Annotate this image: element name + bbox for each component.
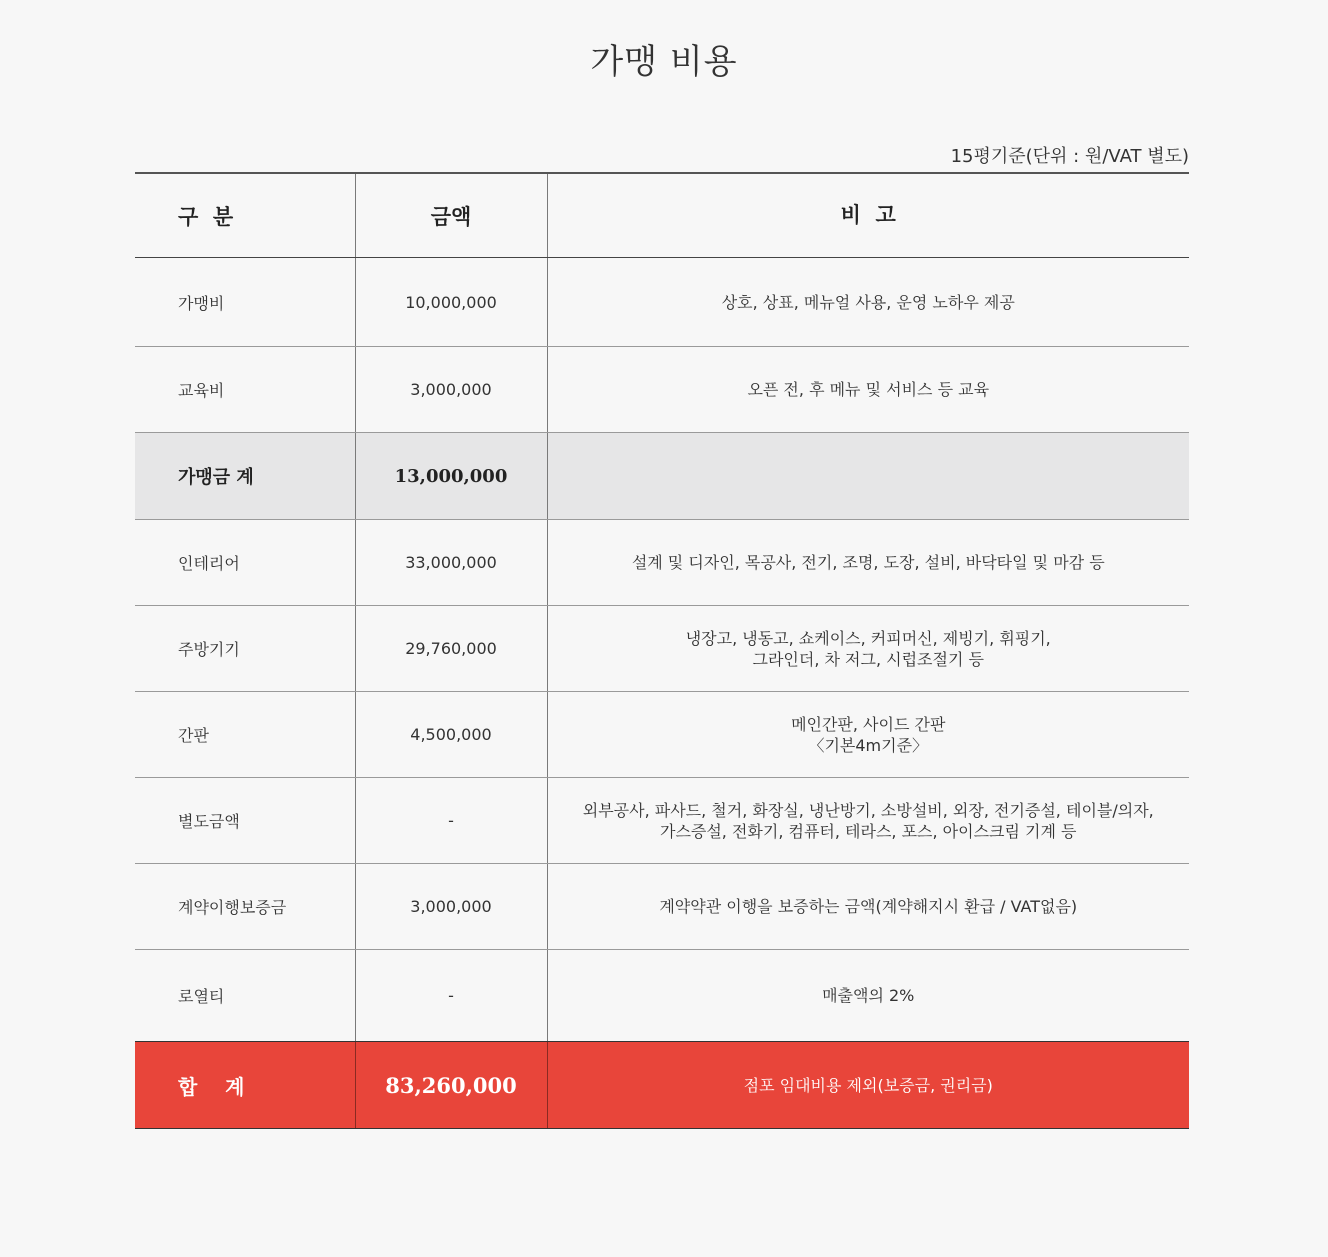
note-line: 〈기본4m기준〉 [808, 735, 929, 755]
table-row [135, 950, 1189, 1042]
note-line: 외부공사, 파사드, 철거, 화장실, 냉난방기, 소방설비, 외장, 전기증설, 테이블/의자, [582, 800, 1154, 820]
table-row [135, 606, 1189, 692]
row-note [547, 864, 1189, 950]
note-line: 냉장고, 냉동고, 쇼케이스, 커피머신, 제빙기, 휘핑기, [685, 628, 1051, 648]
row-category: 주방기기 [135, 606, 355, 692]
row-amount: 33,000,000 [355, 520, 547, 606]
table-row [135, 433, 1189, 520]
table-row [135, 347, 1189, 433]
total-category: 합 계 [135, 1042, 355, 1129]
table-body [135, 258, 1189, 1129]
row-amount: 13,000,000 [355, 433, 547, 520]
row-category: 간판 [135, 692, 355, 778]
row-category: 인테리어 [135, 520, 355, 606]
note-line: 매출액의 2% [822, 986, 915, 1005]
row-amount: 3,000,000 [355, 347, 547, 433]
row-amount: 4,500,000 [355, 692, 547, 778]
row-amount: - [355, 950, 547, 1042]
table-row [135, 864, 1189, 950]
row-note [547, 433, 1189, 520]
row-note [547, 520, 1189, 606]
franchise-fee-table [135, 172, 1189, 1129]
row-category: 교육비 [135, 347, 355, 433]
row-category: 계약이행보증금 [135, 864, 355, 950]
row-amount: 3,000,000 [355, 864, 547, 950]
row-note [547, 778, 1189, 864]
row-category: 로열티 [135, 950, 355, 1042]
note-line: 설계 및 디자인, 목공사, 전기, 조명, 도장, 설비, 바닥타일 및 마감 등 [631, 553, 1105, 572]
note-line: 오픈 전, 후 메뉴 및 서비스 등 교육 [747, 380, 990, 399]
row-amount: - [355, 778, 547, 864]
note-line: 가스증설, 전화기, 컴퓨터, 테라스, 포스, 아이스크림 기계 등 [659, 821, 1077, 841]
note-line: 메인간판, 사이드 간판 [791, 714, 946, 734]
row-note [547, 258, 1189, 347]
header-category: 구 분 [135, 173, 355, 258]
row-note [547, 347, 1189, 433]
unit-note: 15평기준(단위 : 원/VAT 별도) [950, 146, 1189, 167]
note-line: 계약약관 이행을 보증하는 금액(계약해지시 환급 / VAT없음) [659, 897, 1078, 916]
row-category: 가맹비 [135, 258, 355, 347]
total-note: 점포 임대비용 제외(보증금, 권리금) [547, 1042, 1189, 1129]
header-amount: 금액 [355, 173, 547, 258]
row-category: 별도금액 [135, 778, 355, 864]
row-category: 가맹금 계 [135, 433, 355, 520]
row-note [547, 692, 1189, 778]
table-row [135, 778, 1189, 864]
table-header-row [135, 173, 1189, 258]
row-amount: 29,760,000 [355, 606, 547, 692]
row-note [547, 606, 1189, 692]
table-row [135, 520, 1189, 606]
page-title: 가맹 비용 [590, 42, 738, 82]
row-note [547, 950, 1189, 1042]
note-line: 그라인더, 차 저그, 시럽조절기 등 [752, 649, 984, 669]
note-line: 상호, 상표, 메뉴얼 사용, 운영 노하우 제공 [721, 292, 1015, 312]
row-amount: 10,000,000 [355, 258, 547, 347]
table-row [135, 692, 1189, 778]
header-note: 비 고 [547, 173, 1189, 258]
table-row [135, 258, 1189, 347]
total-row [135, 1042, 1189, 1129]
total-amount: 83,260,000 [355, 1042, 547, 1129]
